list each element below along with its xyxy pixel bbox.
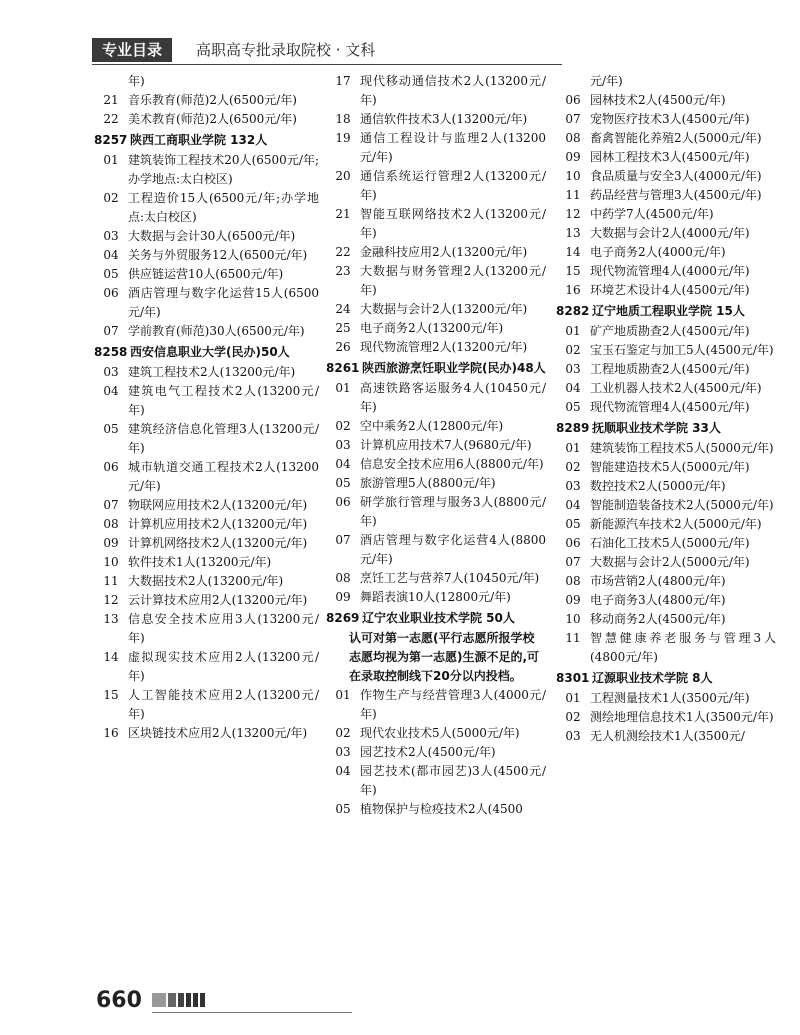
major-code: 14 [565,245,581,259]
major-text: 软件技术1人(13200元/年) [128,555,272,569]
major-code: 01 [335,381,351,395]
major-entry [326,319,546,338]
major-entry [556,91,776,110]
major-code: 05 [103,267,119,281]
major-entry [94,610,319,648]
major-entry [326,686,546,724]
major-text: 城市轨道交通工程技术2人(13200元/年) [128,460,319,493]
major-text: 园艺技术2人(4500元/年) [360,745,496,759]
column-middle [326,72,546,819]
major-code: 08 [565,574,581,588]
major-code: 06 [103,460,119,474]
school-code: 8301 [556,671,590,685]
major-code: 26 [335,340,351,354]
major-code: 02 [565,710,581,724]
major-text: 建筑装饰工程技术20人(6500元/年;办学地点:太白校区) [128,153,319,186]
major-text: 大数据与会计2人(5000元/年) [590,555,750,569]
major-entry [94,686,319,724]
major-text: 工程地质勘查2人(4500元/年) [590,362,750,376]
major-text: 供应链运营10人(6500元/年) [128,267,284,281]
major-entry [556,591,776,610]
major-entry [556,186,776,205]
major-entry [556,398,776,417]
major-code: 02 [565,343,581,357]
major-entry [556,477,776,496]
major-text: 植物保护与检疫技术2人(4500 [360,802,523,816]
major-code: 20 [335,169,351,183]
school-code: 8261 [326,361,360,375]
major-entry [556,689,776,708]
school-name: 陕西旅游烹饪职业学院(民办)48人 [362,361,546,375]
school-name: 辽宁农业职业技术学院 50人 [362,611,515,625]
major-entry [326,379,546,417]
school-heading [326,359,546,378]
school-heading [556,419,776,438]
major-entry [94,227,319,246]
major-entry [556,553,776,572]
major-entry [326,436,546,455]
major-code: 19 [335,131,351,145]
major-text: 舞蹈表演10人(12800元/年) [360,590,511,604]
major-entry [326,800,546,819]
major-entry [94,496,319,515]
major-entry [556,515,776,534]
school-heading [94,131,319,150]
major-code: 01 [565,691,581,705]
major-code: 02 [565,460,581,474]
major-text: 旅游管理5人(8800元/年) [360,476,496,490]
major-text: 市场营销2人(4800元/年) [590,574,726,588]
major-code: 04 [103,248,119,262]
major-code: 11 [565,631,581,645]
major-text: 大数据技术2人(13200元/年) [128,574,284,588]
major-code: 09 [335,590,351,604]
major-entry [94,572,319,591]
page-number: 660 [96,988,142,1013]
major-text: 信息安全技术应用6人(8800元/年) [360,457,544,471]
major-code: 02 [335,419,351,433]
major-code: 03 [103,229,119,243]
major-entry [326,762,546,800]
school-heading [94,343,319,362]
major-text: 建筑工程技术2人(13200元/年) [128,365,296,379]
major-code: 01 [335,688,351,702]
major-text: 大数据与财务管理2人(13200元/年) [360,264,546,297]
major-entry [556,205,776,224]
major-code: 06 [103,286,119,300]
major-entry [94,110,319,129]
major-code: 07 [103,498,119,512]
school-heading [326,609,546,628]
major-entry [556,281,776,300]
major-entry [556,572,776,591]
major-entry [94,724,319,743]
major-entry [326,243,546,262]
major-entry [556,167,776,186]
major-code: 05 [103,422,119,436]
major-entry [94,515,319,534]
major-code: 01 [103,153,119,167]
major-entry [556,534,776,553]
major-entry [556,322,776,341]
major-entry [326,205,546,243]
major-text: 云计算技术应用2人(13200元/年) [128,593,308,607]
major-entry [556,148,776,167]
major-text: 食品质量与安全3人(4000元/年) [590,169,762,183]
major-code: 13 [103,612,119,626]
major-entry [94,284,319,322]
major-text: 智能建造技术5人(5000元/年) [590,460,750,474]
major-text: 计算机网络技术2人(13200元/年) [128,536,308,550]
major-text: 金融科技应用2人(13200元/年) [360,245,528,259]
page-header [92,38,562,62]
major-code: 16 [103,726,119,740]
major-code: 18 [335,112,351,126]
major-text: 宠物医疗技术3人(4500元/年) [590,112,750,126]
major-text: 建筑经济信息化管理3人(13200元/年) [128,422,319,455]
major-code: 08 [565,131,581,145]
major-entry [94,458,319,496]
major-text: 高速铁路客运服务4人(10450元/年) [360,381,546,414]
major-entry [556,439,776,458]
major-code: 08 [103,517,119,531]
school-name: 辽源职业技术学院 8人 [592,671,713,685]
major-text: 现代物流管理2人(13200元/年) [360,340,528,354]
major-entry [556,727,776,746]
major-text: 信息安全技术应用3人(13200元/年) [128,612,319,645]
major-entry [326,493,546,531]
major-code: 07 [565,555,581,569]
school-code: 8269 [326,611,360,625]
major-text: 酒店管理与数字化运营4人(8800元/年) [360,533,546,566]
major-code: 03 [565,362,581,376]
major-text: 美术教育(师范)2人(6500元/年) [128,112,297,126]
major-code: 12 [103,593,119,607]
major-code: 05 [335,802,351,816]
major-text: 电子商务3人(4800元/年) [590,593,726,607]
major-entry [326,569,546,588]
major-code: 03 [565,729,581,743]
major-code: 15 [103,688,119,702]
major-entry [556,360,776,379]
major-text: 新能源汽车技术2人(5000元/年) [590,517,762,531]
major-text: 智能制造装备技术2人(5000元/年) [590,498,774,512]
major-text: 区块链技术应用2人(13200元/年) [128,726,308,740]
school-code: 8289 [556,421,590,435]
major-text: 通信系统运行管理2人(13200元/年) [360,169,546,202]
school-name: 辽宁地质工程职业学院 15人 [592,304,745,318]
major-code: 04 [565,498,581,512]
major-code: 07 [103,324,119,338]
major-code: 15 [565,264,581,278]
major-code: 08 [335,571,351,585]
major-code: 05 [565,400,581,414]
major-entry [326,455,546,474]
major-entry [326,743,546,762]
major-text: 园林工程技术3人(4500元/年) [590,150,750,164]
major-entry [94,189,319,227]
major-code: 22 [335,245,351,259]
major-text: 学前教育(师范)30人(6500元/年) [128,324,305,338]
major-text: 建筑装饰工程技术5人(5000元/年) [590,441,774,455]
major-text: 园林技术2人(4500元/年) [590,93,726,107]
major-entry [94,246,319,265]
major-text: 中药学7人(4500元/年) [590,207,714,221]
major-text: 测绘地理信息技术1人(3500元/年) [590,710,774,724]
section-subtitle: 高职高专批录取院校 · 文科 [196,41,376,59]
major-text: 畜禽智能化养殖2人(5000元/年) [590,131,762,145]
major-entry [326,724,546,743]
major-text: 工业机器人技术2人(4500元/年) [590,381,762,395]
major-text: 矿产地质勘查2人(4500元/年) [590,324,750,338]
major-code: 10 [565,169,581,183]
major-code: 10 [565,612,581,626]
major-text: 研学旅行管理与服务3人(8800元/年) [360,495,546,528]
major-text: 通信工程设计与监理2人(13200元/年) [360,131,546,164]
major-text: 虚拟现实技术应用2人(13200元/年) [128,650,319,683]
major-text: 智能互联网络技术2人(13200元/年) [360,207,546,240]
major-text: 宝玉石鉴定与加工5人(4500元/年) [590,343,774,357]
major-code: 02 [335,726,351,740]
major-entry [326,110,546,129]
major-entry [94,265,319,284]
major-text: 大数据与会计2人(13200元/年) [360,302,528,316]
major-entry [326,72,546,110]
major-entry [556,610,776,629]
major-text: 移动商务2人(4500元/年) [590,612,726,626]
major-text: 空中乘务2人(12800元/年) [360,419,504,433]
major-code: 10 [103,555,119,569]
major-entry [94,591,319,610]
major-text: 电子商务2人(13200元/年) [360,321,504,335]
header-rule [92,64,562,65]
major-entry [556,458,776,477]
major-entry [94,151,319,189]
major-entry [556,262,776,281]
major-entry [94,420,319,458]
major-text: 人工智能技术应用2人(13200元/年) [128,688,319,721]
column-left [94,72,319,743]
school-name: 抚顺职业技术学院 33人 [592,421,721,435]
major-entry [94,534,319,553]
major-text: 智慧健康养老服务与管理3人(4800元/年) [590,631,776,664]
major-text: 现代物流管理4人(4500元/年) [590,400,750,414]
major-entry [326,417,546,436]
major-text: 大数据与会计30人(6500元/年) [128,229,296,243]
school-name: 陕西工商职业学院 132人 [130,133,268,147]
major-text: 现代农业技术5人(5000元/年) [360,726,520,740]
major-entry [556,379,776,398]
major-text: 电子商务2人(4000元/年) [590,245,726,259]
major-text: 物联网应用技术2人(13200元/年) [128,498,308,512]
major-entry [556,224,776,243]
major-text: 音乐教育(师范)2人(6500元/年) [128,93,297,107]
school-code: 8282 [556,304,590,318]
major-text: 作物生产与经营管理3人(4000元/年) [360,688,546,721]
major-entry [94,648,319,686]
major-text: 酒店管理与数字化运营15人(6500元/年) [128,286,319,319]
major-entry [326,338,546,357]
admission-note: 认可对第一志愿(平行志愿所报学校志愿均视为第一志愿)生源不足的,可在录取控制线下20分以内投档。 [349,631,540,683]
major-code: 21 [335,207,351,221]
major-text: 园艺技术(都市园艺)3人(4500元/年) [360,764,546,797]
major-code: 07 [565,112,581,126]
major-text: 无人机测绘技术1人(3500元/ [590,729,745,743]
major-code: 01 [565,441,581,455]
major-entry [326,531,546,569]
school-name: 西安信息职业大学(民办)50人 [130,345,290,359]
school-code: 8257 [94,133,128,147]
major-code: 14 [103,650,119,664]
major-text: 环境艺术设计4人(4500元/年) [590,283,750,297]
major-text: 通信软件技术3人(13200元/年) [360,112,528,126]
major-code: 17 [335,74,351,88]
major-code: 03 [565,479,581,493]
major-code: 05 [335,476,351,490]
major-text: 工程测量技术1人(3500元/年) [590,691,750,705]
major-text: 数控技术2人(5000元/年) [590,479,726,493]
major-text: 药品经营与管理3人(4500元/年) [590,188,762,202]
major-entry [556,629,776,667]
major-text: 现代物流管理4人(4000元/年) [590,264,750,278]
major-entry [94,363,319,382]
major-code: 05 [565,517,581,531]
major-code: 07 [335,533,351,547]
major-code: 09 [565,150,581,164]
major-code: 04 [335,457,351,471]
footer-decoration [152,993,208,1007]
continued-text: 年) [128,74,145,88]
major-code: 03 [335,745,351,759]
major-text: 烹饪工艺与营养7人(10450元/年) [360,571,540,585]
major-code: 21 [103,93,119,107]
major-code: 11 [103,574,119,588]
major-code: 01 [565,324,581,338]
major-code: 25 [335,321,351,335]
major-text: 建筑电气工程技术2人(13200元/年) [128,384,319,417]
major-entry [556,496,776,515]
major-code: 04 [565,381,581,395]
school-heading [556,669,776,688]
major-entry [326,588,546,607]
major-entry [94,553,319,572]
school-code: 8258 [94,345,128,359]
major-entry [94,91,319,110]
major-entry [94,322,319,341]
major-text: 计算机应用技术2人(13200元/年) [128,517,308,531]
major-code: 09 [103,536,119,550]
major-text: 工程造价15人(6500元/年;办学地点:太白校区) [128,191,319,224]
major-code: 16 [565,283,581,297]
major-text: 现代移动通信技术2人(13200元/年) [360,74,546,107]
major-entry [556,341,776,360]
major-code: 23 [335,264,351,278]
major-code: 06 [335,495,351,509]
major-code: 13 [565,226,581,240]
column-right [556,72,776,746]
major-text: 大数据与会计2人(4000元/年) [590,226,750,240]
major-code: 24 [335,302,351,316]
major-entry [326,129,546,167]
major-code: 22 [103,112,119,126]
major-code: 09 [565,593,581,607]
major-code: 06 [565,536,581,550]
major-entry [326,300,546,319]
major-text: 计算机应用技术7人(9680元/年) [360,438,532,452]
major-code: 11 [565,188,581,202]
major-entry [556,243,776,262]
major-entry [326,262,546,300]
major-entry [326,167,546,205]
section-tag: 专业目录 [92,38,172,62]
major-code: 02 [103,191,119,205]
major-entry [556,129,776,148]
major-code: 04 [335,764,351,778]
school-heading [556,302,776,321]
major-entry [326,474,546,493]
continued-text: 元/年) [590,74,623,88]
major-code: 06 [565,93,581,107]
major-code: 03 [335,438,351,452]
major-code: 04 [103,384,119,398]
major-text: 石油化工技术5人(5000元/年) [590,536,750,550]
major-code: 12 [565,207,581,221]
major-entry [94,382,319,420]
major-code: 03 [103,365,119,379]
major-entry [556,110,776,129]
major-entry [556,708,776,727]
major-text: 关务与外贸服务12人(6500元/年) [128,248,308,262]
footer-rule [152,1012,352,1013]
